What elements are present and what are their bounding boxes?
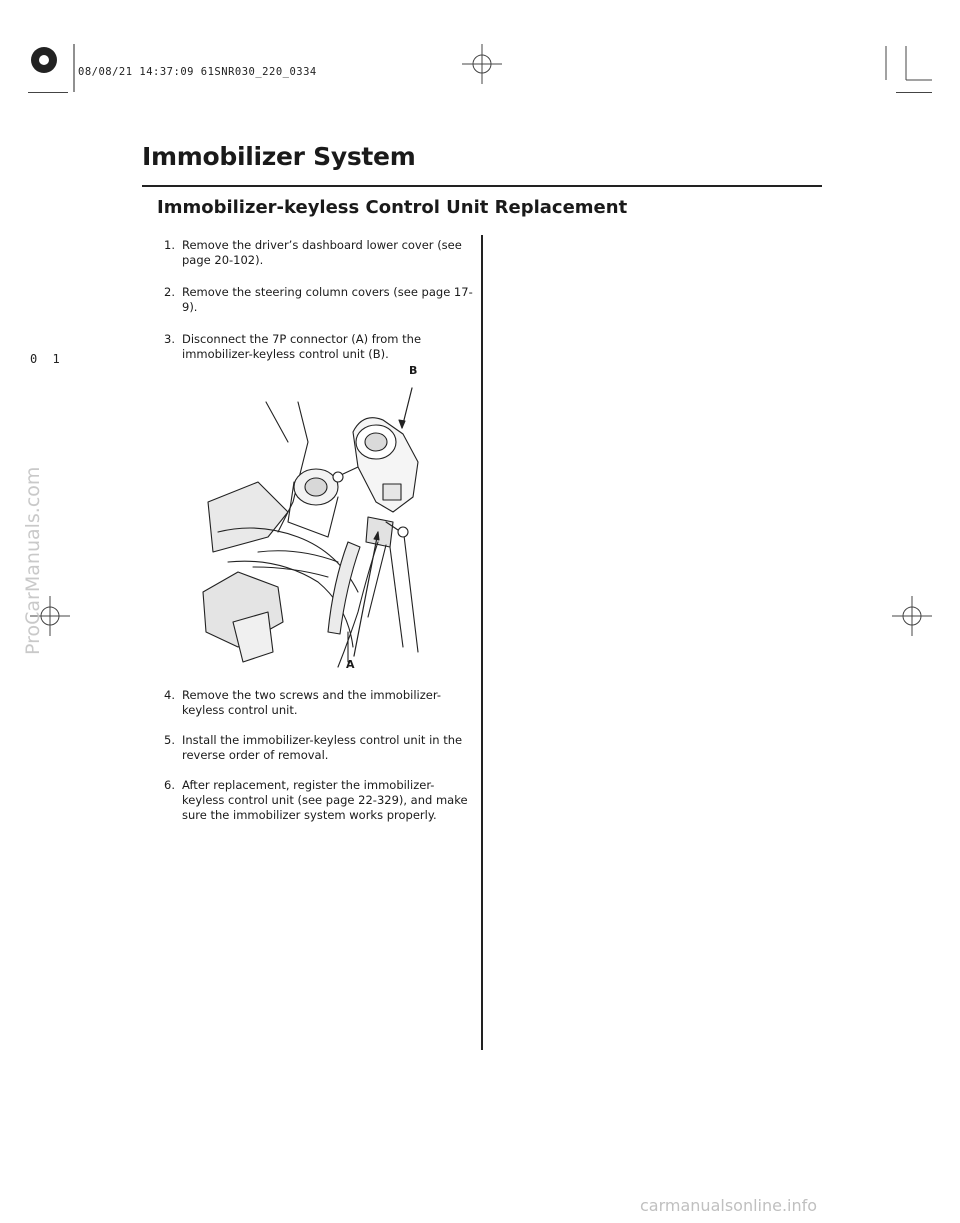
step-text: Remove the driver’s dashboard lower cover (see page 20-102). [182, 238, 462, 267]
step-4 [164, 688, 474, 718]
step-1 [164, 238, 474, 268]
crop-line-top-right [896, 92, 932, 93]
step-text: Remove the steering column covers (see page 17-9). [182, 285, 473, 314]
step-text: After replacement, register the immobilizer-keyless control unit (see page 22-329), and make sure the immobilizer system works properly. [182, 778, 468, 822]
column-divider [481, 235, 483, 1050]
callout-a-label: A [346, 658, 355, 671]
watermark: ProCarManuals.com [22, 466, 44, 655]
step-text: Disconnect the 7P connector (A) from the immobilizer-keyless control unit (B). [182, 332, 422, 361]
registration-crosshair-right [892, 596, 932, 636]
print-stamp: 08/08/21 14:37:09 61SNR030_220_0334 [78, 66, 317, 78]
step-text: Remove the two screws and the immobilizer-keyless control unit. [182, 688, 441, 717]
step-number: 3. [164, 332, 175, 346]
page-title: Immobilizer System [142, 142, 416, 171]
step-number: 2. [164, 285, 175, 299]
step-number: 1. [164, 238, 175, 252]
step-5 [164, 733, 474, 763]
title-rule [142, 185, 822, 187]
step-text: Install the immobilizer-keyless control unit in the reverse order of removal. [182, 733, 463, 762]
side-mark: 0 1 [30, 352, 64, 366]
step-number: 4. [164, 688, 175, 702]
registration-crosshair-top [462, 44, 502, 84]
step-3 [164, 332, 474, 362]
callout-b-label: B [409, 364, 418, 377]
step-2 [164, 285, 474, 315]
step-number: 6. [164, 778, 175, 792]
step-6 [164, 778, 474, 823]
footer-watermark: carmanualsonline.info [640, 1196, 818, 1215]
registration-mark-top-left [28, 28, 98, 98]
section-title: Immobilizer-keyless Control Unit Replacement [157, 197, 628, 218]
crop-line-top-left [28, 92, 68, 93]
immobilizer-unit-illustration [198, 362, 438, 672]
step-number: 5. [164, 733, 175, 747]
crop-mark-top-right [880, 44, 940, 94]
